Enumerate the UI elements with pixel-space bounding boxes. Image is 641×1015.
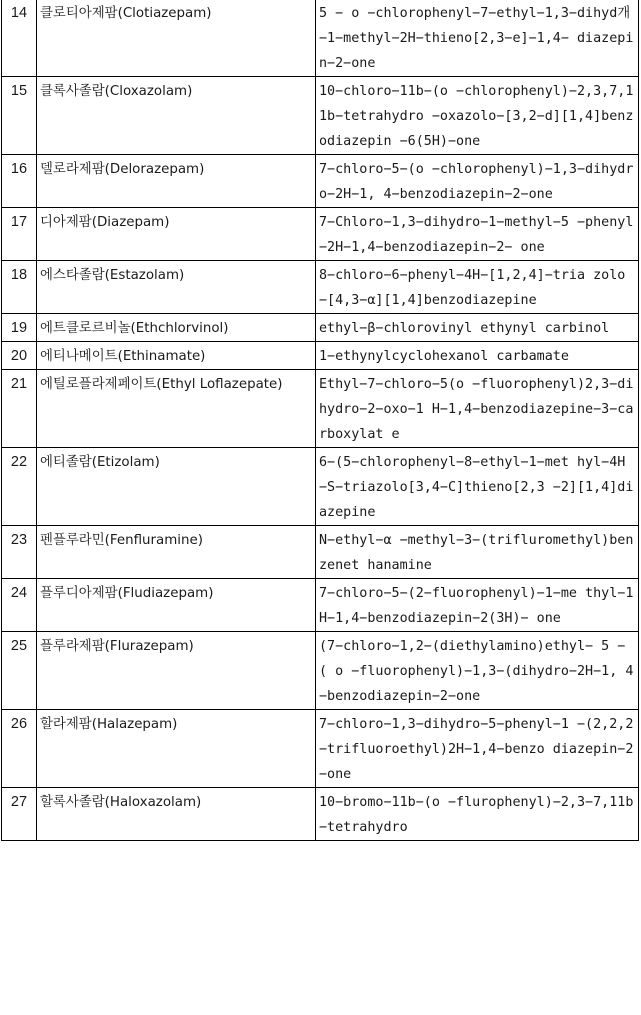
- table-row: [2, 314, 639, 342]
- substance-name: 할록사졸람(Haloxazolam): [37, 788, 316, 841]
- table-row: [2, 632, 639, 710]
- table-row: [2, 342, 639, 370]
- table-row: [2, 77, 639, 155]
- chemical-name: 5 − o −chlorophenyl−7−ethyl−1,3−dihyd개 −1−methyl−2H−thieno[2,3−e]−1,4− diazepin−2−one: [316, 0, 639, 77]
- table-row: [2, 0, 639, 77]
- table-row: [2, 526, 639, 579]
- substance-name: 클록사졸람(Cloxazolam): [37, 77, 316, 155]
- table-row: [2, 788, 639, 841]
- substance-name: 에틸로플라제페이트(Ethyl Loflazepate): [37, 370, 316, 448]
- table-row: [2, 370, 639, 448]
- substance-name: 에스타졸람(Estazolam): [37, 261, 316, 314]
- substance-table: [1, 0, 639, 841]
- chemical-name: 10−bromo−11b−(o −flurophenyl)−2,3−7,11b−tetrahydro: [316, 788, 639, 841]
- row-number: 19: [2, 314, 37, 342]
- chemical-name: 7−Chloro−1,3−dihydro−1−methyl−5 −phenyl−2H−1,4−benzodiazepin−2− one: [316, 208, 639, 261]
- row-number: 22: [2, 448, 37, 526]
- table-row: [2, 579, 639, 632]
- row-number: 26: [2, 710, 37, 788]
- substance-name: 플루라제팜(Flurazepam): [37, 632, 316, 710]
- row-number: 27: [2, 788, 37, 841]
- row-number: 14: [2, 0, 37, 77]
- substance-name: 에티나메이트(Ethinamate): [37, 342, 316, 370]
- chemical-name: ethyl−β−chlorovinyl ethynyl carbinol: [316, 314, 639, 342]
- row-number: 16: [2, 155, 37, 208]
- chemical-name: 6−(5−chlorophenyl−8−ethyl−1−met hyl−4H−S−triazolo[3,4−C]thieno[2,3 −2][1,4]diazepine: [316, 448, 639, 526]
- chemical-name: 8−chloro−6−phenyl−4H−[1,2,4]−tria zolo−[4,3−α][1,4]benzodiazepine: [316, 261, 639, 314]
- chemical-name: 7−chloro−5−(o −chlorophenyl)−1,3−dihydro−2H−1, 4−benzodiazepin−2−one: [316, 155, 639, 208]
- row-number: 15: [2, 77, 37, 155]
- substance-name: 할라제팜(Halazepam): [37, 710, 316, 788]
- chemical-name: N−ethyl−α −methyl−3−(trifluromethyl)benzenet hanamine: [316, 526, 639, 579]
- row-number: 21: [2, 370, 37, 448]
- row-number: 18: [2, 261, 37, 314]
- row-number: 20: [2, 342, 37, 370]
- table-row: [2, 710, 639, 788]
- substance-name: 펜플루라민(Fenfluramine): [37, 526, 316, 579]
- substance-name: 클로티아제팜(Clotiazepam): [37, 0, 316, 77]
- row-number: 17: [2, 208, 37, 261]
- table-row: [2, 261, 639, 314]
- chemical-name: Ethyl−7−chloro−5(o −fluorophenyl)2,3−dihydro−2−oxo−1 H−1,4−benzodiazepine−3−carboxylat e: [316, 370, 639, 448]
- chemical-name: 1−ethynylcyclohexanol carbamate: [316, 342, 639, 370]
- substance-name: 에티졸람(Etizolam): [37, 448, 316, 526]
- chemical-name: (7−chloro−1,2−(diethylamino)ethyl− 5 − ( o −fluorophenyl)−1,3−(dihydro−2H−1, 4−benzodiazepin−2−one: [316, 632, 639, 710]
- chemical-name: 10−chloro−11b−(o −chlorophenyl)−2,3,7,11b−tetrahydro −oxazolo−[3,2−d][1,4]benzodiazepin −6(5H)−one: [316, 77, 639, 155]
- table-body: [2, 0, 639, 841]
- chemical-name: 7−chloro−5−(2−fluorophenyl)−1−me thyl−1H−1,4−benzodiazepin−2(3H)− one: [316, 579, 639, 632]
- table-row: [2, 155, 639, 208]
- substance-name: 플루디아제팜(Fludiazepam): [37, 579, 316, 632]
- chemical-name: 7−chloro−1,3−dihydro−5−phenyl−1 −(2,2,2−trifluoroethyl)2H−1,4−benzo diazepin−2−one: [316, 710, 639, 788]
- row-number: 24: [2, 579, 37, 632]
- row-number: 23: [2, 526, 37, 579]
- table-row: [2, 448, 639, 526]
- table-row: [2, 208, 639, 261]
- substance-name: 델로라제팜(Delorazepam): [37, 155, 316, 208]
- substance-name: 디아제팜(Diazepam): [37, 208, 316, 261]
- substance-name: 에트클로르비놀(Ethchlorvinol): [37, 314, 316, 342]
- row-number: 25: [2, 632, 37, 710]
